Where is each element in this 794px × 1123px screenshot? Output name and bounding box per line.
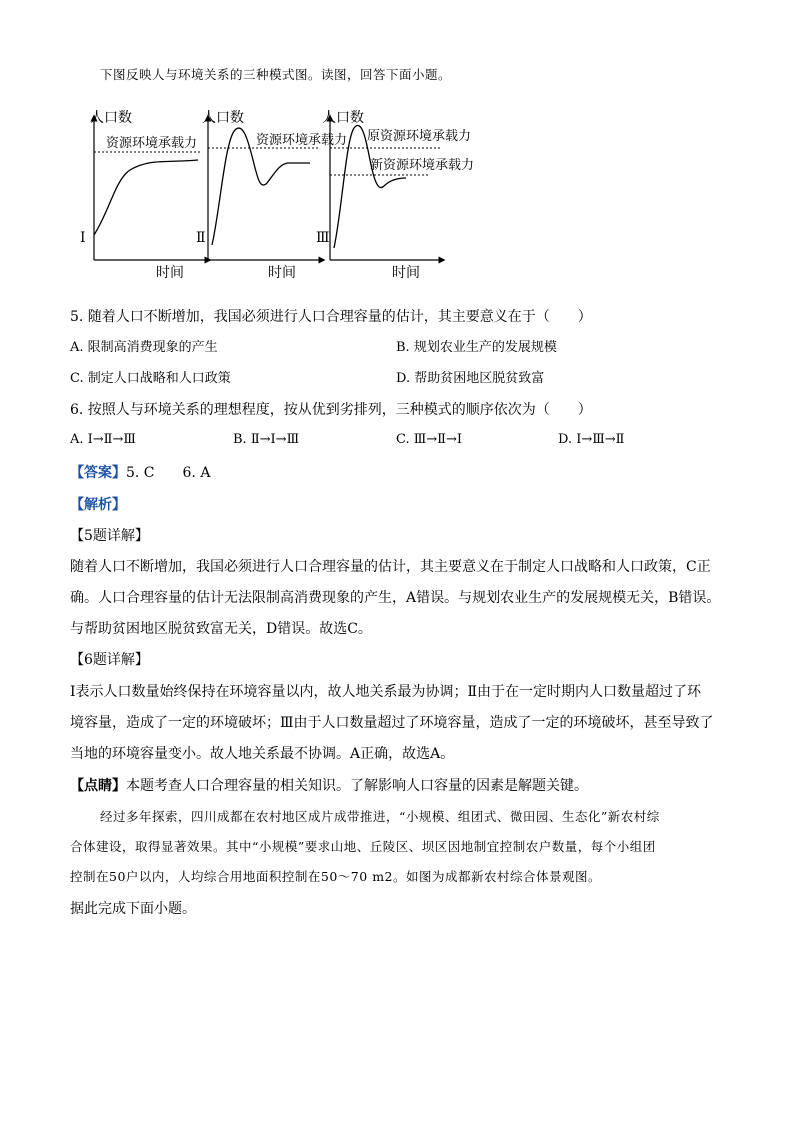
population-model-diagram [60, 100, 480, 290]
question-5-option-d: D. 帮助贫困地区脱贫致富 [396, 371, 545, 386]
detail-6-line-1: Ⅰ表示人口数量始终保持在环境容量以内，故人地关系最为协调；Ⅱ由于在一定时期内人口数量超过了环 [70, 684, 702, 700]
chart-3-xlabel: 时间 [392, 265, 420, 281]
question-5-option-a: A. 限制高消费现象的产生 [70, 340, 218, 355]
detail-5-line-2: 确。人口合理容量的估计无法限制高消费现象的产生，A错误。与规划农业生产的发展规模无关，B错误。 [70, 590, 721, 606]
chart-2-capacity-label: 资源环境承载力 [256, 133, 348, 148]
chart-2-ylabel: 人口数 [202, 110, 244, 126]
question-6-option-a: A. Ⅰ→Ⅱ→Ⅲ [70, 432, 136, 447]
intro-text: 下图反映人与环境关系的三种模式图。读图，回答下面小题。 [100, 67, 452, 82]
chart-1-ylabel: 人口数 [90, 110, 132, 126]
point-line [70, 775, 588, 795]
question-5-stem: 5. 随着人口不断增加，我国必须进行人口合理容量的估计，其主要意义在于（ ） [70, 309, 592, 325]
chart-3-original-capacity-label: 原资源环境承载力 [367, 129, 472, 144]
chart-3-new-capacity-label: 新资源环境承载力 [370, 158, 475, 173]
detail-6-line-2: 境容量，造成了一定的环境破坏；Ⅲ由于人口数量超过了环境容量，造成了一定的环境破坏，甚至导致了 [70, 715, 714, 731]
detail-5-title: 【5题详解】 [70, 528, 149, 544]
detail-6-title: 【6题详解】 [70, 652, 149, 668]
chart-1 [80, 109, 208, 281]
chart-3-roman: Ⅲ [316, 230, 330, 246]
question-5-option-c: C. 制定人口战略和人口政策 [70, 371, 231, 386]
detail-5-line-1: 随着人口不断增加，我国必须进行人口合理容量的估计，其主要意义在于制定人口战略和人口政策，C正 [70, 559, 711, 575]
passage-line-1: 经过多年探索，四川成都在农村地区成片成带推进，“小规模、组团式、微田园、生态化”新农村综 [100, 809, 660, 824]
passage-line-2: 合体建设，取得显著效果。其中“小规模”要求山地、丘陵区、坝区因地制宜控制农户数量，每个小组团 [70, 839, 656, 854]
chart-1-xlabel: 时间 [156, 265, 184, 281]
answer-line [70, 462, 210, 482]
point-text: 本题考查人口合理容量的相关知识。了解影响人口容量的因素是解题关键。 [126, 778, 588, 794]
question-5-option-b: B. 规划农业生产的发展规模 [396, 340, 557, 355]
chart-1-roman: Ⅰ [80, 230, 86, 246]
answer-tag: 【答案】 [70, 465, 126, 481]
detail-5-line-3: 与帮助贫困地区脱贫致富无关，D错误。故选C。 [70, 621, 372, 637]
question-6-option-b: B. Ⅱ→Ⅰ→Ⅲ [233, 432, 300, 447]
chart-2-xlabel: 时间 [268, 265, 296, 281]
chart-2 [196, 109, 347, 281]
detail-6-line-3: 当地的环境容量变小。故人地关系最不协调。A正确，故选A。 [70, 746, 455, 762]
question-6-option-c: C. Ⅲ→Ⅱ→Ⅰ [396, 432, 463, 447]
passage-line-3: 控制在50户以内，人均综合用地面积控制在50～70 m2。如图为成都新农村综合体景观图。 [70, 869, 601, 884]
closing-text: 据此完成下面小题。 [70, 901, 196, 917]
answer-text: 5. C 6. A [126, 465, 211, 481]
analysis-tag: 【解析】 [70, 497, 126, 513]
chart-3-ylabel: 人口数 [322, 110, 364, 126]
chart-1-capacity-label: 资源环境承载力 [106, 136, 198, 151]
population-model-figure [60, 100, 480, 290]
chart-2-roman: Ⅱ [196, 230, 206, 246]
point-tag: 【点睛】 [70, 778, 126, 794]
question-6-stem: 6. 按照人与环境关系的理想程度，按从优到劣排列，三种模式的顺序依次为（ ） [70, 402, 592, 418]
question-6-option-d: D. Ⅰ→Ⅲ→Ⅱ [558, 432, 625, 447]
